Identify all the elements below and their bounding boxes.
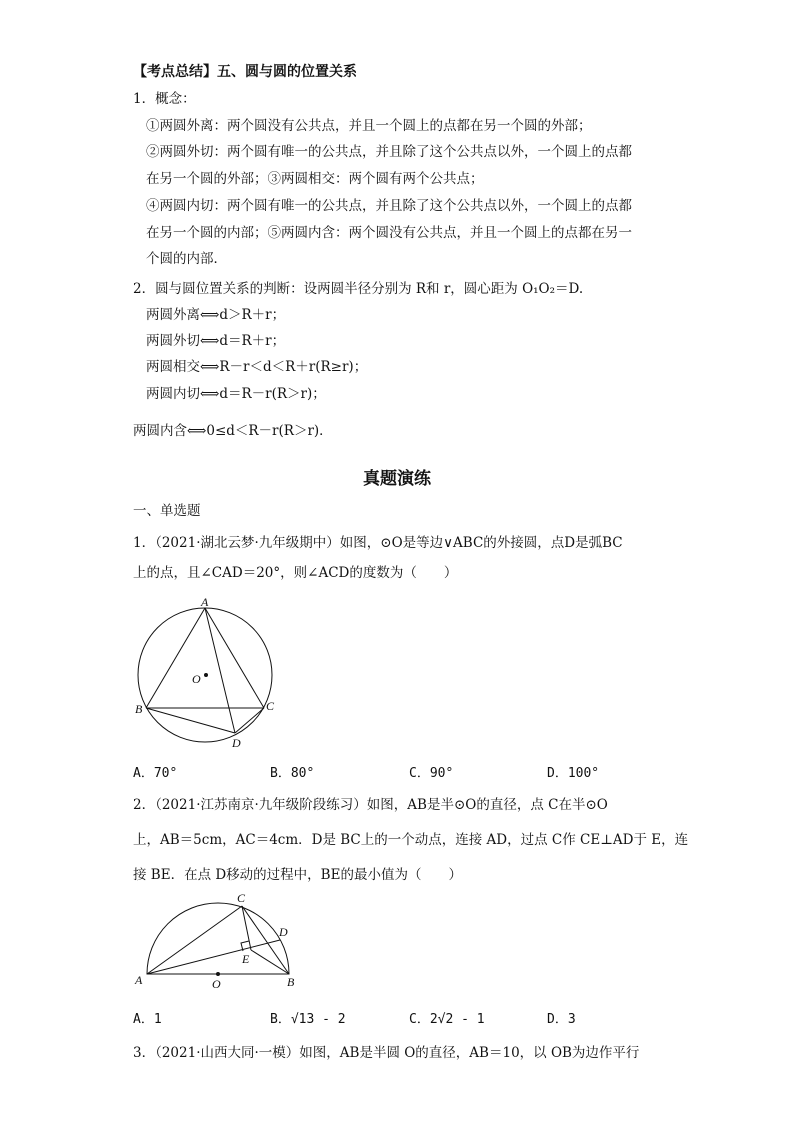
concept-1: ①两圆外离：两个圆没有公共点，并且一个圆上的点都在另一个圆的外部； [146, 118, 592, 134]
q2-label-e: E [242, 952, 250, 966]
rule-5: 两圆内含⟺0≤d＜R－r(R＞r)． [133, 423, 333, 439]
q2-semicircle [147, 903, 289, 974]
q2-label-d: D [279, 925, 288, 939]
q2-option-c[interactable]: C．2√2 - 1 [409, 1012, 485, 1027]
concept-4a: ④两圆内切：两个圆有唯一的公共点，并且除了这个公共点以外，一个圆上的点都 [146, 198, 632, 214]
q2-label-b: B [287, 975, 295, 989]
summary-heading: 【考点总结】五、圆与圆的位置关系 [133, 64, 357, 80]
section-heading: 一、单选题 [133, 503, 201, 519]
judge-rule: 2．圆与圆位置关系的判断：设两圆半径分别为 R和 r，圆心距为 O₁O₂＝D. [133, 281, 584, 297]
rule-3: 两圆相交⟺R－r＜d＜R＋r(R≥r)； [146, 359, 368, 375]
q1-label-d: D [232, 736, 241, 750]
concept-2a: ②两圆外切：两个圆有唯一的公共点，并且除了这个公共点以外，一个圆上的点都 [146, 144, 632, 160]
exercise-title: 真题演练 [363, 469, 431, 489]
concept-4b: 在另一个圆的内部；⑤两圆内含：两个圆没有公共点，并且一个圆上的点都在另一 [146, 225, 632, 241]
q2-option-a[interactable]: A．1 [133, 1012, 162, 1027]
rule-4: 两圆内切⟺d＝R－r(R＞r)； [146, 386, 326, 402]
concept-4c: 个圆的内部． [146, 251, 227, 267]
q2-line-3: 接 BE．在点 D移动的过程中，BE的最小值为（ ） [133, 867, 462, 883]
q1-label-a: A [201, 595, 209, 609]
q1-label-o: O [192, 672, 201, 686]
rule-1: 两圆外离⟺d＞R＋r； [146, 307, 286, 323]
concept-title: 1．概念： [133, 91, 196, 107]
q1-option-a[interactable]: A．70° [133, 766, 178, 781]
rule-2: 两圆外切⟺d＝R＋r； [146, 333, 286, 349]
q2-label-a: A [135, 973, 143, 987]
q1-label-c: C [266, 699, 275, 713]
q1-option-b[interactable]: B．80° [270, 766, 315, 781]
q2-option-d[interactable]: D．3 [547, 1012, 576, 1027]
q2-figure [130, 888, 305, 993]
q2-option-b[interactable]: B．√13 - 2 [270, 1012, 346, 1027]
q2-label-c: C [237, 891, 246, 905]
q1-figure [130, 594, 280, 754]
q1-line-1: 1．（2021·湖北云梦·九年级期中）如图，⊙O是等边∨ABC的外接圆，点D是弧BC [133, 535, 623, 551]
q1-line-2: 上的点，且∠CAD＝20°，则∠ACD的度数为（ ） [133, 565, 458, 581]
q1-label-b: B [135, 702, 143, 716]
q1-option-c[interactable]: C．90° [409, 766, 454, 781]
q2-line-1: 2．（2021·江苏南京·九年级阶段练习）如图，AB是半⊙O的直径，点 C在半⊙O [133, 797, 608, 813]
q2-line-2: 上，AB＝5cm，AC＝4cm．D是 BC上的一个动点，连接 AD，过点 C作 CE⊥AD于 E，连 [133, 832, 689, 848]
concept-2b: 在另一个圆的外部；③两圆相交：两个圆有两个公共点； [146, 171, 484, 187]
q2-label-o: O [212, 977, 221, 991]
q1-option-d[interactable]: D．100° [547, 766, 600, 781]
q3-line-1: 3．（2021·山西大同·一模）如图，AB是半圆 O的直径，AB＝10，以 OB为边作平行 [133, 1045, 640, 1061]
